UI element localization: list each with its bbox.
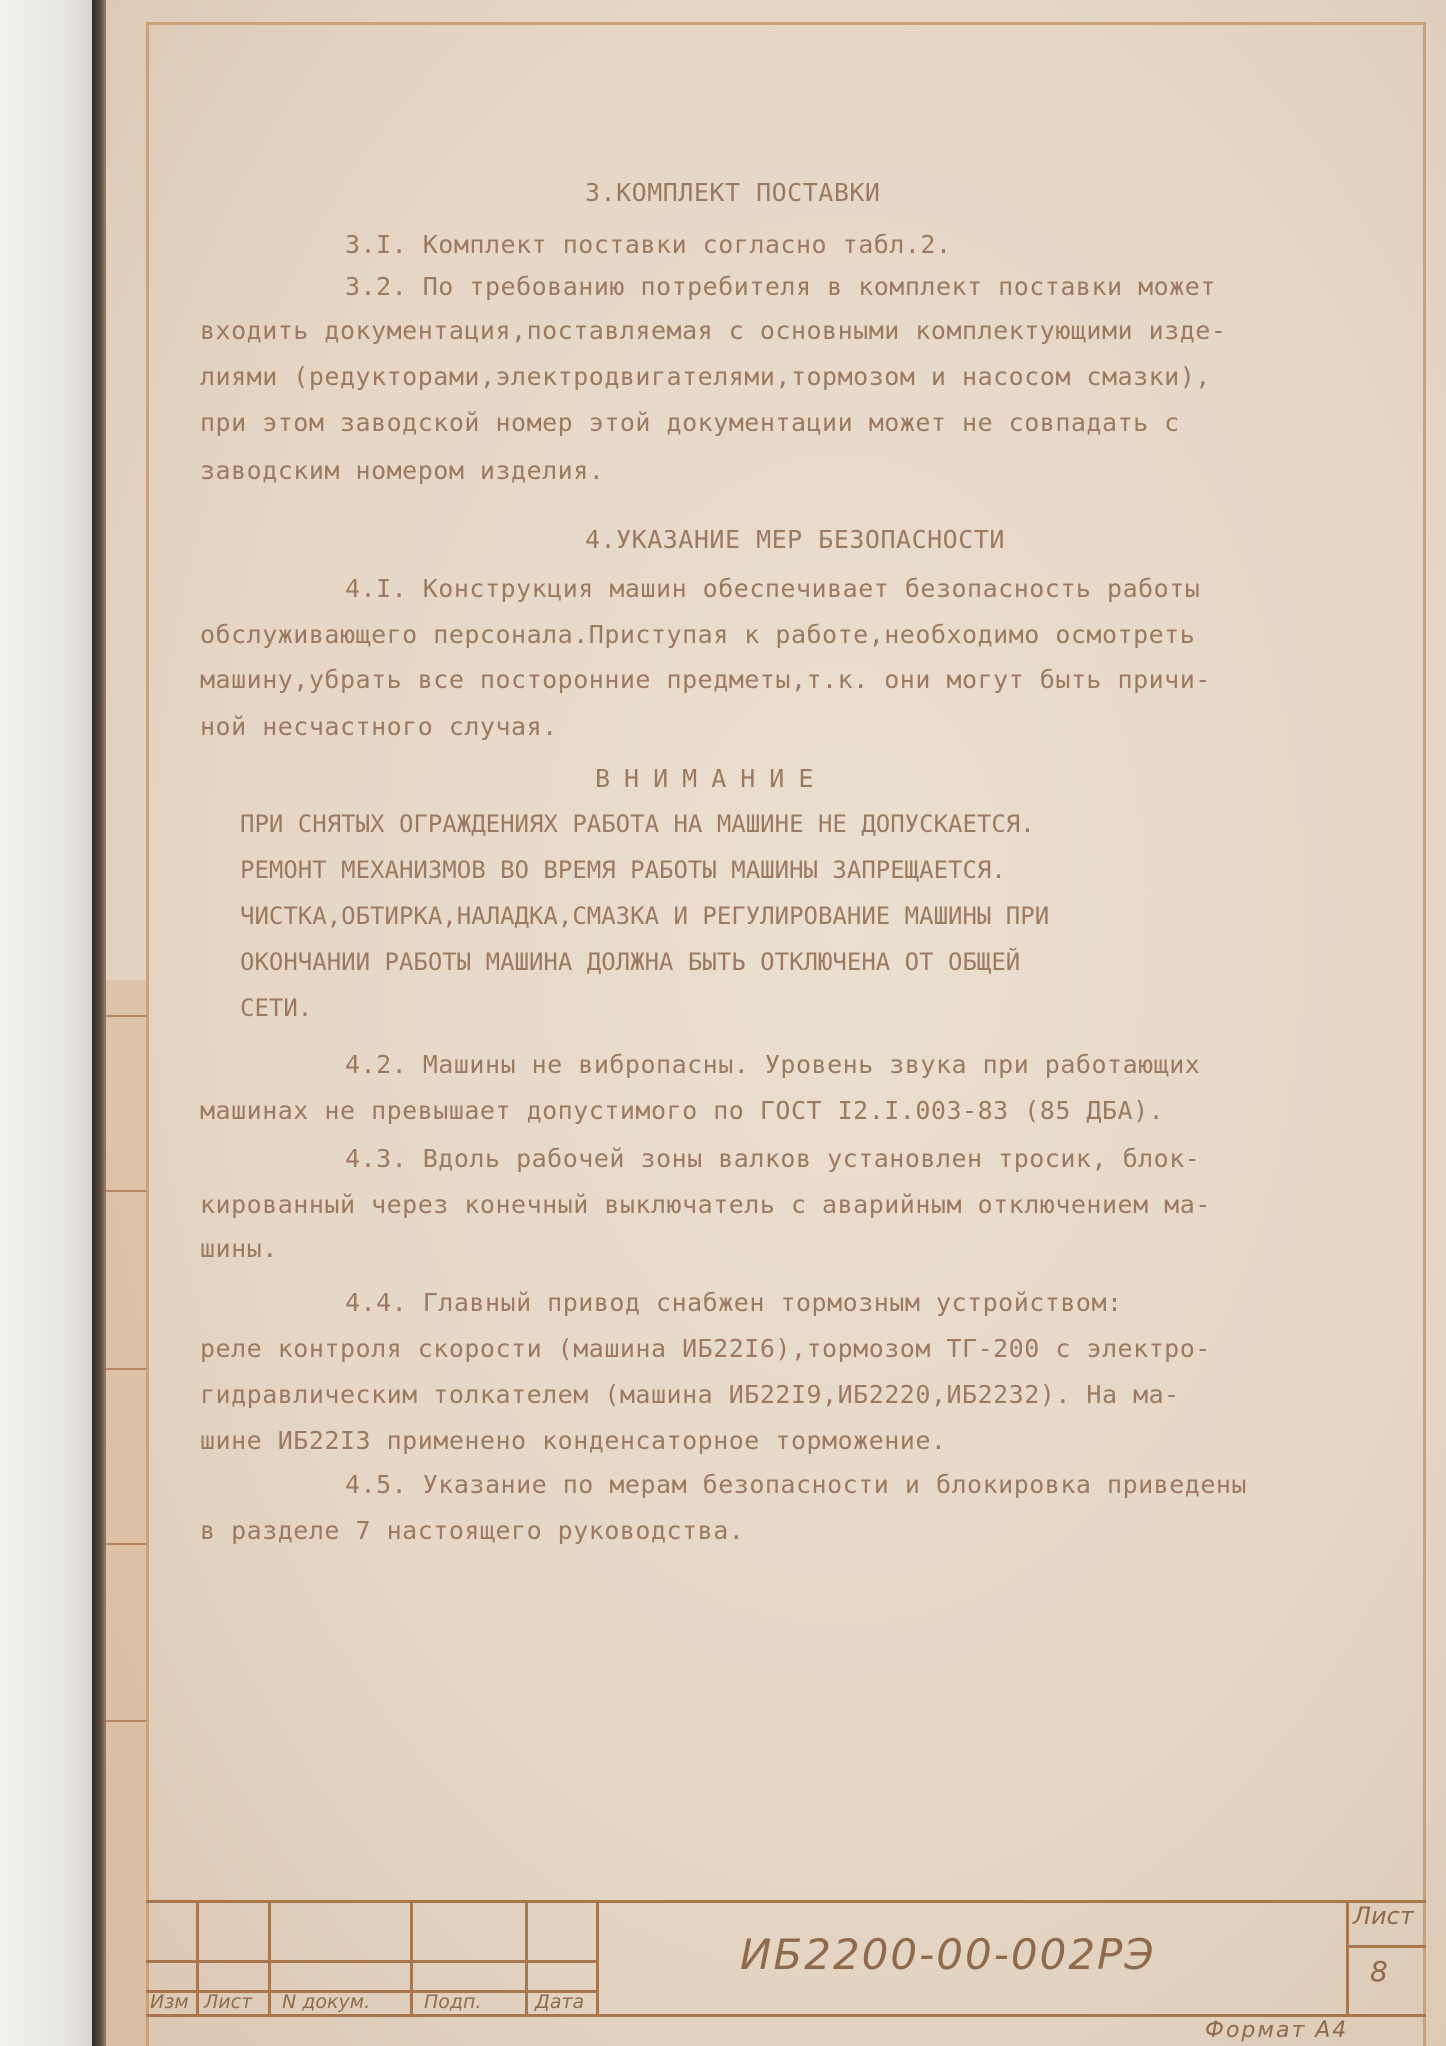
strip-divider [106, 1368, 146, 1370]
warning-title: ВНИМАНИЕ [595, 764, 828, 793]
title-block-bottom-border [146, 2014, 1426, 2017]
text-line: 3.I. Комплект поставки согласно табл.2. [345, 230, 952, 259]
warning-line: ЧИСТКА,ОБТИРКА,НАЛАДКА,СМАЗКА И РЕГУЛИРОВАНИЕ МАШИНЫ ПРИ [240, 902, 1050, 930]
title-block-column [1346, 1900, 1349, 2014]
text-line: в разделе 7 настоящего руководства. [200, 1516, 745, 1545]
title-block-column [410, 1900, 413, 2014]
title-block-column [268, 1900, 271, 2014]
text-line: входить документация,поставляемая с основными комплектующими изде- [200, 316, 1227, 345]
col-izm-label: Изм [150, 1991, 189, 2013]
title-block-column [525, 1900, 528, 2014]
text-line: обслуживающего персонала.Приступая к работе,необходимо осмотреть [200, 620, 1196, 649]
section-3-heading: 3.КОМПЛЕКТ ПОСТАВКИ [585, 178, 881, 207]
text-line: шине ИБ22I3 применено конденсаторное торможение. [200, 1426, 947, 1455]
text-line: 4.4. Главный привод снабжен тормозным устройством: [345, 1288, 1123, 1317]
text-line: машину,убрать все посторонние предметы,т.к. они могут быть причи- [200, 665, 1211, 694]
col-date-label: Дата [535, 1991, 585, 2013]
text-line: 4.2. Машины не вибропасны. Уровень звука при работающих [345, 1050, 1201, 1079]
warning-line: СЕТИ. [240, 994, 313, 1022]
text-line: гидравлическим толкателем (машина ИБ22I9,ИБ2220,ИБ2232). На ма- [200, 1380, 1180, 1409]
col-doc-label: N докум. [282, 1991, 371, 2013]
text-line: 4.5. Указание по мерам безопасности и блокировка приведены [345, 1470, 1247, 1499]
text-line: шины. [200, 1234, 278, 1263]
text-line: машинах не превышает допустимого по ГОСТ I2.I.003-83 (85 ДБА). [200, 1096, 1165, 1125]
section-4-heading: 4.УКАЗАНИЕ МЕР БЕЗОПАСНОСТИ [585, 525, 1005, 554]
binding-margin [0, 0, 92, 2046]
title-block-row-divider [146, 1960, 596, 1963]
paper-format: Формат А4 [1205, 2018, 1349, 2043]
text-line: при этом заводской номер этой документации может не совпадать с [200, 408, 1180, 437]
strip-divider [106, 1720, 146, 1722]
title-block-column [196, 1900, 199, 2014]
text-line: ной несчастного случая. [200, 712, 558, 741]
strip-divider [106, 1543, 146, 1545]
text-line: 4.3. Вдоль рабочей зоны валков установлен тросик, блок- [345, 1144, 1201, 1173]
text-line: 3.2. По требованию потребителя в комплект поставки может [345, 272, 1216, 301]
strip-divider [106, 1190, 146, 1192]
page-fold-shadow [92, 0, 106, 2046]
sheet-cell-divider [1346, 1945, 1426, 1948]
text-line: 4.I. Конструкция машин обеспечивает безопасность работы [345, 574, 1201, 603]
sheet-number: 8 [1370, 1955, 1388, 1988]
title-block-top-border [146, 1900, 1426, 1903]
warning-line: ОКОНЧАНИИ РАБОТЫ МАШИНА ДОЛЖНА БЫТЬ ОТКЛЮЧЕНА ОТ ОБЩЕЙ [240, 948, 1021, 976]
col-list-label: Лист [204, 1991, 253, 2013]
text-line: лиями (редукторами,электродвигателями,тормозом и насосом смазки), [200, 362, 1211, 391]
sheet-label: Лист [1353, 1902, 1414, 1930]
text-line: реле контроля скорости (машина ИБ22I6),тормозом ТГ-200 с электро- [200, 1334, 1211, 1363]
warning-line: РЕМОНТ МЕХАНИЗМОВ ВО ВРЕМЯ РАБОТЫ МАШИНЫ ЗАПРЕЩАЕТСЯ. [240, 856, 1006, 884]
document-designation: ИБ2200-00-002РЭ [740, 1930, 1156, 1979]
warning-line: ПРИ СНЯТЫХ ОГРАЖДЕНИЯХ РАБОТА НА МАШИНЕ НЕ ДОПУСКАЕТСЯ. [240, 810, 1035, 838]
text-line: кированный через конечный выключатель с аварийным отключением ма- [200, 1190, 1211, 1219]
text-line: заводским номером изделия. [200, 456, 605, 485]
left-binding-strip [106, 980, 146, 2046]
title-block-column [596, 1900, 599, 2014]
col-sign-label: Подп. [424, 1991, 482, 2013]
strip-divider [106, 1015, 146, 1017]
